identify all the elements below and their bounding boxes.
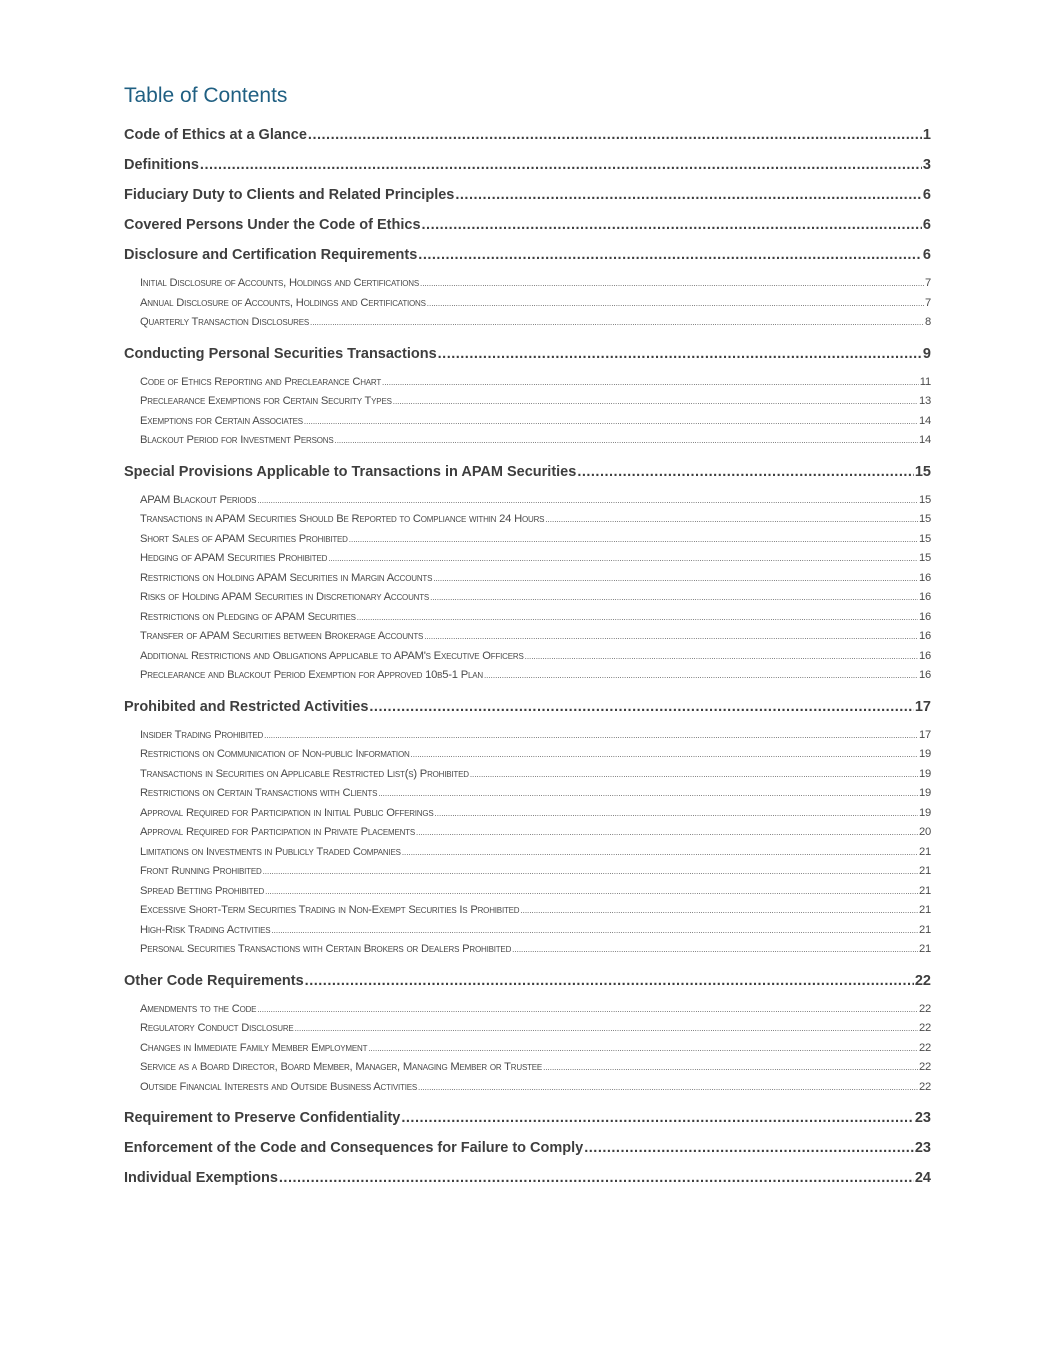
toc-subsection-entry-label: Restrictions on Pledging of APAM Securities bbox=[140, 610, 356, 623]
toc-subsection-entry-label: Outside Financial Interests and Outside Business Activities bbox=[140, 1080, 417, 1093]
page-number: 15 bbox=[918, 493, 931, 506]
dot-leader bbox=[520, 901, 918, 921]
dot-leader bbox=[455, 180, 922, 210]
toc-subsection-entry[interactable] bbox=[124, 491, 931, 511]
dot-leader bbox=[393, 392, 918, 412]
page-number: 7 bbox=[924, 296, 931, 309]
dot-leader bbox=[310, 313, 924, 333]
toc-section-entry[interactable] bbox=[124, 1163, 931, 1193]
toc-subsection-entry[interactable] bbox=[124, 294, 931, 314]
page-number: 22 bbox=[918, 1080, 931, 1093]
toc-section-entry-label: Covered Persons Under the Code of Ethics bbox=[124, 217, 421, 233]
toc-subsection-entry[interactable] bbox=[124, 313, 931, 333]
page-number: 9 bbox=[922, 345, 931, 362]
toc-subsection-entry-label: Risks of Holding APAM Securities in Discretionary Accounts bbox=[140, 591, 430, 603]
toc-subsection-entry[interactable] bbox=[124, 392, 931, 412]
toc-subsection-entry[interactable] bbox=[124, 1039, 931, 1059]
toc-subsection-entry[interactable] bbox=[124, 373, 931, 393]
page-number: 17 bbox=[918, 728, 931, 741]
page-number: 17 bbox=[914, 698, 931, 715]
toc-subsection-entry[interactable] bbox=[124, 823, 931, 843]
toc-subsection-entry-label: Insider Trading Prohibited bbox=[140, 728, 264, 741]
toc-subsection-group bbox=[124, 270, 931, 339]
toc-section-entry[interactable] bbox=[124, 339, 931, 369]
toc-section-entry-label: Special Provisions Applicable to Transactions in APAM Securities bbox=[124, 463, 577, 480]
page-number: 21 bbox=[918, 865, 931, 877]
dot-leader bbox=[369, 692, 913, 722]
page-number: 1 bbox=[922, 127, 931, 143]
page-number: 16 bbox=[918, 571, 931, 584]
dot-leader bbox=[349, 530, 918, 550]
toc-subsection-entry-label: Transactions in APAM Securities Should Be Reported to Compliance within 24 Hours bbox=[140, 513, 545, 525]
toc-subsection-entry-label: Hedging of APAM Securities Prohibited bbox=[140, 552, 328, 564]
toc-subsection-entry[interactable] bbox=[124, 745, 931, 765]
dot-leader bbox=[435, 804, 918, 824]
page-number: 6 bbox=[922, 217, 931, 233]
toc-subsection-entry-label: Restrictions on Holding APAM Securities in Margin Accounts bbox=[140, 571, 433, 584]
toc-subsection-entry[interactable] bbox=[124, 882, 931, 902]
toc-section bbox=[124, 457, 931, 692]
toc-section-entry[interactable] bbox=[124, 457, 931, 487]
toc-page bbox=[124, 82, 931, 1193]
page-number: 16 bbox=[918, 669, 931, 681]
toc-subsection-entry-label: Amendments to the Code bbox=[140, 1002, 257, 1015]
toc-subsection-entry-label: Restrictions on Certain Transactions with Clients bbox=[140, 787, 378, 799]
dot-leader bbox=[584, 1133, 914, 1163]
dot-leader bbox=[420, 274, 924, 294]
page-number: 19 bbox=[918, 748, 931, 760]
toc-subsection-entry[interactable] bbox=[124, 510, 931, 530]
toc-section bbox=[124, 966, 931, 1104]
dot-leader bbox=[263, 862, 918, 882]
toc-subsection-entry-label: Exemptions for Certain Associates bbox=[140, 414, 303, 427]
dot-leader bbox=[545, 510, 918, 530]
toc-section-entry-label: Enforcement of the Code and Consequences for Failure to Comply bbox=[124, 1140, 584, 1156]
page-number: 6 bbox=[922, 187, 931, 203]
dot-leader bbox=[295, 1019, 918, 1039]
dot-leader bbox=[304, 412, 918, 432]
toc-section bbox=[124, 1163, 931, 1193]
toc-subsection-entry[interactable] bbox=[124, 1019, 931, 1039]
toc-subsection-entry-label: Restrictions on Communication of Non-public Information bbox=[140, 748, 410, 760]
dot-leader bbox=[543, 1058, 918, 1078]
page-number: 21 bbox=[918, 904, 931, 916]
toc-subsection-entry[interactable] bbox=[124, 921, 931, 941]
toc-subsection-entry[interactable] bbox=[124, 530, 931, 550]
toc-subsection-entry-label: Initial Disclosure of Accounts, Holdings and Certifications bbox=[140, 277, 419, 289]
page-number: 11 bbox=[919, 375, 931, 388]
toc-section-entry-label: Individual Exemptions bbox=[124, 1170, 278, 1186]
toc-subsection-entry[interactable] bbox=[124, 901, 931, 921]
toc-section-entry-label: Definitions bbox=[124, 157, 199, 173]
page-number: 8 bbox=[924, 316, 931, 328]
toc-subsection-entry[interactable] bbox=[124, 784, 931, 804]
toc-subsection-entry-label: High-Risk Trading Activities bbox=[140, 923, 271, 936]
toc-subsection-entry-label: Transfer of APAM Securities between Brokerage Accounts bbox=[140, 630, 424, 642]
page-number: 15 bbox=[914, 463, 931, 480]
dot-leader bbox=[470, 765, 918, 785]
dot-leader bbox=[257, 491, 918, 511]
toc-subsection-group bbox=[124, 722, 931, 966]
dot-leader bbox=[402, 843, 918, 863]
toc-subsection-entry-label: Regulatory Conduct Disclosure bbox=[140, 1022, 294, 1034]
toc-section bbox=[124, 210, 931, 240]
page-number: 15 bbox=[918, 513, 931, 525]
toc-subsection-entry-label: Code of Ethics Reporting and Preclearance Chart bbox=[140, 375, 382, 388]
dot-leader bbox=[265, 882, 918, 902]
toc-subsection-entry[interactable] bbox=[124, 627, 931, 647]
toc-subsection-entry[interactable] bbox=[124, 726, 931, 746]
toc-subsection-entry-label: Spread Betting Prohibited bbox=[140, 884, 265, 897]
page-number: 21 bbox=[918, 884, 931, 897]
toc-section-entry[interactable] bbox=[124, 180, 931, 210]
toc-subsection-entry-label: Short Sales of APAM Securities Prohibited bbox=[140, 532, 348, 545]
toc-subsection-entry-label: Annual Disclosure of Accounts, Holdings and Certifications bbox=[140, 296, 426, 309]
toc-subsection-entry[interactable] bbox=[124, 666, 931, 686]
toc-section-entry[interactable] bbox=[124, 210, 931, 240]
toc-section bbox=[124, 1103, 931, 1133]
toc-subsection-entry-label: Quarterly Transaction Disclosures bbox=[140, 316, 309, 328]
dot-leader bbox=[271, 921, 918, 941]
toc-section-entry[interactable] bbox=[124, 150, 931, 180]
page-number: 16 bbox=[918, 610, 931, 623]
page-number: 22 bbox=[918, 1002, 931, 1015]
toc-subsection-entry[interactable] bbox=[124, 765, 931, 785]
page-number: 14 bbox=[918, 434, 931, 446]
toc-subsection-group bbox=[124, 369, 931, 457]
toc-section-entry[interactable] bbox=[124, 1133, 931, 1163]
page-number: 19 bbox=[918, 806, 931, 819]
toc-subsection-entry-label: Service as a Board Director, Board Member, Manager, Managing Member or Trustee bbox=[140, 1061, 543, 1073]
page-number: 16 bbox=[918, 591, 931, 603]
toc-subsection-entry[interactable] bbox=[124, 549, 931, 569]
dot-leader bbox=[382, 373, 919, 393]
toc-subsection-entry[interactable] bbox=[124, 569, 931, 589]
toc-section bbox=[124, 150, 931, 180]
dot-leader bbox=[328, 549, 918, 569]
page-number: 24 bbox=[914, 1170, 931, 1186]
toc-section bbox=[124, 1133, 931, 1163]
dot-leader bbox=[411, 745, 918, 765]
page-number: 22 bbox=[914, 972, 931, 989]
toc-subsection-entry-label: Excessive Short-Term Securities Trading in Non-Exempt Securities Is Prohibited bbox=[140, 904, 520, 916]
toc-section-entry[interactable] bbox=[124, 1103, 931, 1133]
dot-leader bbox=[525, 647, 918, 667]
toc-subsection-entry[interactable] bbox=[124, 274, 931, 294]
dot-leader bbox=[512, 940, 918, 960]
page-number: 15 bbox=[918, 532, 931, 545]
toc-section-entry[interactable] bbox=[124, 692, 931, 722]
page-number: 19 bbox=[918, 787, 931, 799]
toc-section-entry-label: Conducting Personal Securities Transactions bbox=[124, 345, 437, 362]
toc-section bbox=[124, 339, 931, 457]
dot-leader bbox=[484, 666, 918, 686]
dot-leader bbox=[438, 339, 922, 369]
toc-subsection-entry[interactable] bbox=[124, 1078, 931, 1098]
toc-subsection-entry[interactable] bbox=[124, 608, 931, 628]
page-number: 6 bbox=[922, 247, 931, 263]
toc-subsection-entry[interactable] bbox=[124, 843, 931, 863]
toc-subsection-entry-label: Blackout Period for Investment Persons bbox=[140, 434, 334, 446]
page-number: 21 bbox=[918, 923, 931, 936]
toc-subsection-entry-label: Preclearance and Blackout Period Exemption for Approved 10b5-1 Plan bbox=[140, 669, 483, 681]
toc-section-entry[interactable] bbox=[124, 966, 931, 996]
toc-section bbox=[124, 692, 931, 966]
toc-subsection-entry[interactable] bbox=[124, 412, 931, 432]
toc-subsection-entry-label: Approval Required for Participation in Initial Public Offerings bbox=[140, 806, 434, 819]
dot-leader bbox=[577, 457, 914, 487]
page-number: 23 bbox=[914, 1110, 931, 1126]
dot-leader bbox=[401, 1103, 913, 1133]
toc-list bbox=[124, 120, 931, 1193]
page-number: 22 bbox=[918, 1022, 931, 1034]
dot-leader bbox=[418, 1078, 918, 1098]
page-number: 7 bbox=[924, 277, 931, 289]
toc-section-entry-label: Code of Ethics at a Glance bbox=[124, 127, 307, 143]
dot-leader bbox=[308, 120, 922, 150]
dot-leader bbox=[264, 726, 918, 746]
dot-leader bbox=[422, 210, 922, 240]
page-number: 19 bbox=[918, 767, 931, 780]
dot-leader bbox=[334, 431, 917, 451]
dot-leader bbox=[368, 1039, 918, 1059]
toc-section-entry-label: Other Code Requirements bbox=[124, 972, 304, 989]
dot-leader bbox=[305, 966, 914, 996]
dot-leader bbox=[200, 150, 922, 180]
page-number: 20 bbox=[918, 826, 931, 838]
toc-subsection-group bbox=[124, 996, 931, 1104]
toc-section-entry[interactable] bbox=[124, 240, 931, 270]
toc-section-entry-label: Requirement to Preserve Confidentiality bbox=[124, 1110, 401, 1126]
page-number: 22 bbox=[918, 1041, 931, 1054]
toc-subsection-entry[interactable] bbox=[124, 588, 931, 608]
toc-subsection-entry-label: Limitations on Investments in Publicly Traded Companies bbox=[140, 845, 401, 858]
toc-title: Table of Contents bbox=[124, 84, 288, 107]
dot-leader bbox=[427, 294, 924, 314]
page-number: 13 bbox=[918, 395, 931, 407]
dot-leader bbox=[279, 1163, 914, 1193]
toc-subsection-entry-label: Personal Securities Transactions with Certain Brokers or Dealers Prohibited bbox=[140, 943, 512, 955]
dot-leader bbox=[433, 569, 918, 589]
page-number: 22 bbox=[918, 1061, 931, 1073]
toc-subsection-entry[interactable] bbox=[124, 804, 931, 824]
toc-subsection-group bbox=[124, 487, 931, 692]
toc-section-entry-label: Prohibited and Restricted Activities bbox=[124, 698, 369, 715]
dot-leader bbox=[257, 1000, 918, 1020]
dot-leader bbox=[416, 823, 918, 843]
page-number: 14 bbox=[918, 414, 931, 427]
toc-subsection-entry[interactable] bbox=[124, 862, 931, 882]
toc-section-entry-label: Fiduciary Duty to Clients and Related Principles bbox=[124, 187, 455, 203]
toc-subsection-entry-label: APAM Blackout Periods bbox=[140, 493, 257, 506]
page-number: 15 bbox=[918, 552, 931, 564]
toc-subsection-entry[interactable] bbox=[124, 1058, 931, 1078]
toc-subsection-entry-label: Changes in Immediate Family Member Employment bbox=[140, 1041, 368, 1054]
page-number: 16 bbox=[918, 630, 931, 642]
toc-subsection-entry[interactable] bbox=[124, 647, 931, 667]
toc-section bbox=[124, 240, 931, 339]
dot-leader bbox=[424, 627, 918, 647]
toc-section-entry[interactable] bbox=[124, 120, 931, 150]
toc-subsection-entry-label: Front Running Prohibited bbox=[140, 865, 262, 877]
toc-section-entry-label: Disclosure and Certification Requirements bbox=[124, 247, 418, 263]
toc-section bbox=[124, 120, 931, 150]
dot-leader bbox=[418, 240, 922, 270]
toc-subsection-entry-label: Approval Required for Participation in Private Placements bbox=[140, 826, 415, 838]
toc-subsection-entry-label: Additional Restrictions and Obligations Applicable to APAM's Executive Officers bbox=[140, 649, 524, 662]
toc-subsection-entry-label: Preclearance Exemptions for Certain Security Types bbox=[140, 395, 392, 407]
page-number: 21 bbox=[918, 943, 931, 955]
toc-subsection-entry-label: Transactions in Securities on Applicable Restricted List(s) Prohibited bbox=[140, 767, 469, 780]
dot-leader bbox=[357, 608, 918, 628]
page-number: 16 bbox=[918, 649, 931, 662]
page-number: 23 bbox=[914, 1140, 931, 1156]
toc-section bbox=[124, 180, 931, 210]
dot-leader bbox=[378, 784, 918, 804]
dot-leader bbox=[430, 588, 918, 608]
toc-subsection-entry[interactable] bbox=[124, 1000, 931, 1020]
page-number: 3 bbox=[922, 157, 931, 173]
toc-subsection-entry[interactable] bbox=[124, 940, 931, 960]
page-number: 21 bbox=[918, 845, 931, 858]
toc-subsection-entry[interactable] bbox=[124, 431, 931, 451]
